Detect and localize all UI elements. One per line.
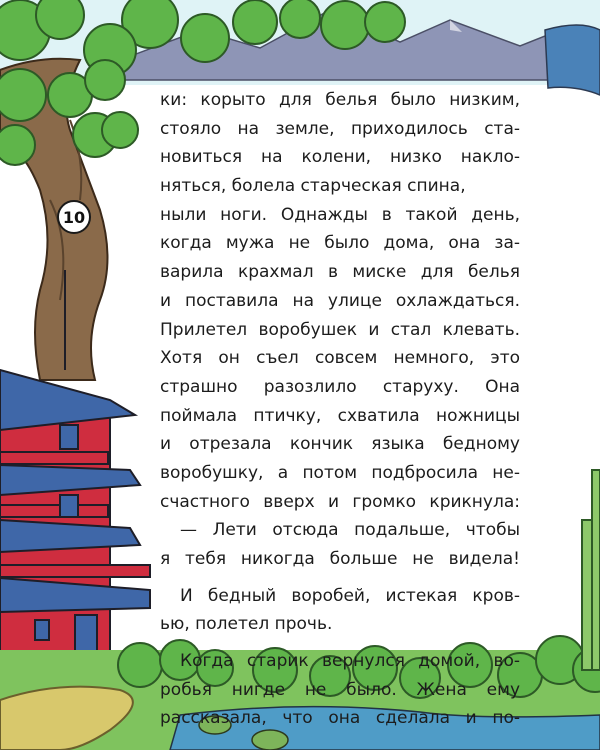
text-line: когда мужа не было дома, она за- (160, 233, 520, 254)
text-line: рассказала, что она сделала и по- (160, 708, 520, 729)
right-cliff (545, 25, 600, 95)
text-line: Прилетел воробушек и стал клевать. (160, 319, 520, 340)
paragraph-gap (160, 574, 520, 582)
text-line: Хотя он съел совсем немного, это (160, 348, 520, 369)
pagoda (0, 370, 150, 670)
text-line: варила крахмал в миске для белья (160, 262, 520, 283)
text-line: и поставила на улице охлаждаться. (160, 290, 520, 311)
text-line: счастного вверх и громко крикнула: (160, 491, 520, 512)
text-line: ью, полетел прочь. (160, 614, 333, 635)
text-line: новиться на колени, низко накло- (160, 147, 520, 168)
paragraph-gap (160, 639, 520, 647)
text-line: страшно разозлило старуху. Она (160, 376, 520, 397)
text-line: ки: корыто для белья было низким, (160, 90, 520, 110)
text-line: И бедный воробей, истекая кров- (180, 585, 520, 606)
text-line: робья нигде не было. Жена ему (160, 679, 520, 700)
text-line: — Лети отсюда подальше, чтобы (180, 520, 520, 541)
text-line: ныли ноги. Однажды в такой день, (160, 204, 520, 225)
bamboo (582, 470, 600, 670)
text-line: няться, болела старческая спина, (160, 176, 466, 197)
text-line: я тебя никогда больше не видела! (160, 549, 520, 569)
page-number: 10 (57, 200, 91, 234)
text-line: Когда старик вернулся домой, во- (180, 651, 520, 672)
text-line: стояло на земле, приходилось ста- (160, 118, 520, 139)
text-line: воробушку, а потом подбросила не- (160, 462, 520, 483)
text-line: поймала птичку, схватила ножницы (160, 405, 520, 426)
text-line: и отрезала кончик языка бедному (160, 434, 520, 455)
story-text (160, 86, 520, 733)
